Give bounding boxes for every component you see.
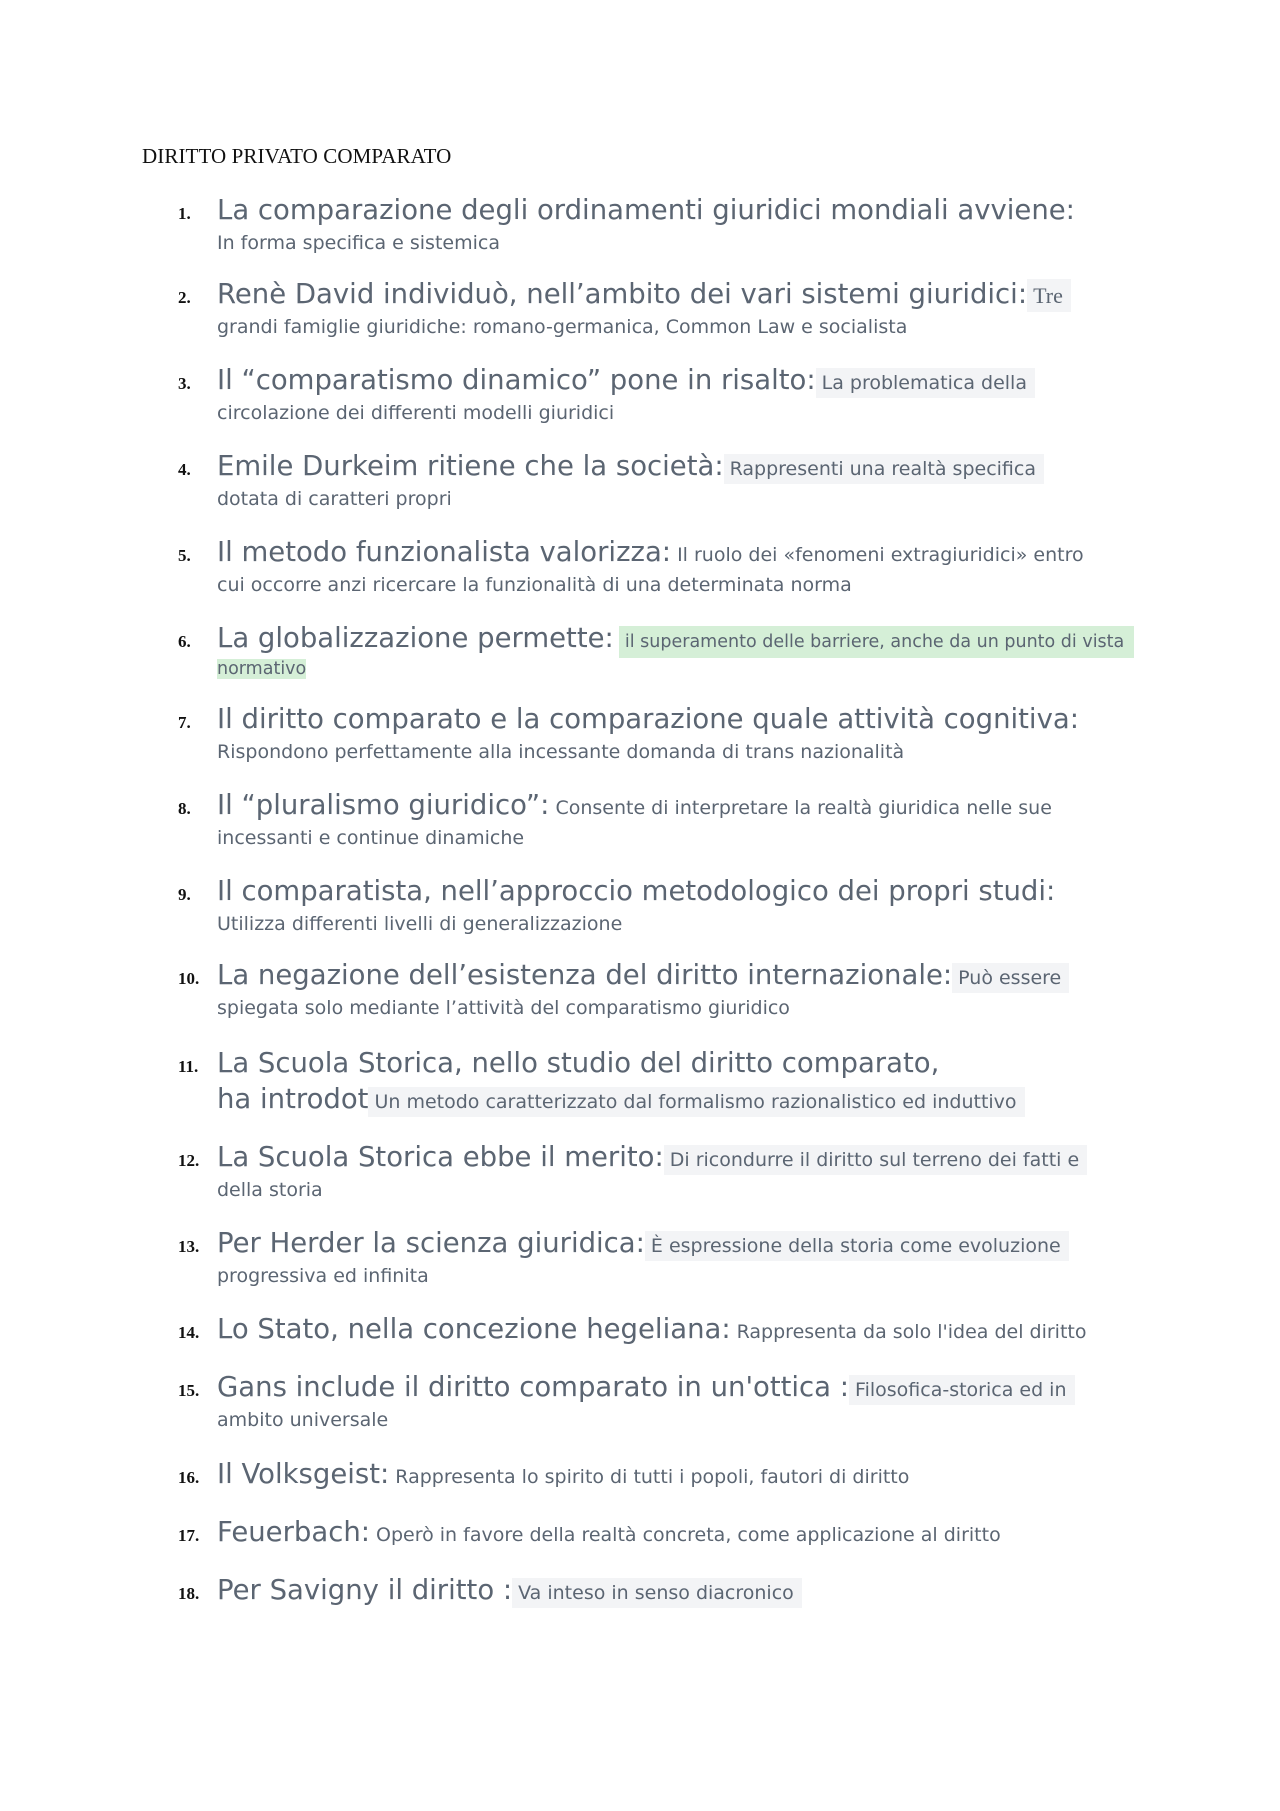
answer-text-continued: spiegata solo mediante l’attività del comparatismo giuridico xyxy=(217,997,790,1019)
answer-text: Rappresenta da solo l'idea del diritto xyxy=(736,1321,1087,1343)
answer-text: Rappresenti una realtà specifica xyxy=(724,454,1044,484)
answer-text-continued: incessanti e continue dinamiche xyxy=(217,827,525,849)
answer-text-continued: cui occorre anzi ricercare la funzionalità di una determinata norma xyxy=(217,574,852,596)
question-text: Il metodo funzionalista valorizza: xyxy=(217,536,672,568)
question-item xyxy=(142,787,1152,873)
question-text: La negazione dell’esistenza del diritto internazionale: xyxy=(217,959,953,991)
question-text: Gans include il diritto comparato in un'ottica : xyxy=(217,1371,850,1403)
answer-text: Va inteso in senso diacronico xyxy=(512,1578,802,1608)
answer-text: Utilizza differenti livelli di generalizzazione xyxy=(217,913,623,935)
answer-text-continued: ambito universale xyxy=(217,1409,389,1431)
question-item xyxy=(142,448,1152,534)
question-text: Renè David individuò, nell’ambito dei vari sistemi giuridici: xyxy=(217,278,1028,310)
highlighted-answer-text: il superamento delle barriere, anche da un punto di vista xyxy=(619,626,1134,658)
answer-text: Operò in favore della realtà concreta, come applicazione al diritto xyxy=(376,1524,1001,1546)
question-item xyxy=(142,957,1152,1045)
question-item xyxy=(142,1311,1152,1369)
question-number: 4. xyxy=(178,460,191,479)
question-number: 2. xyxy=(178,288,191,307)
question-number: 9. xyxy=(178,885,191,904)
question-number: 14. xyxy=(178,1323,200,1342)
answer-text-continued: circolazione dei differenti modelli giuridici xyxy=(217,402,615,424)
question-number: 1. xyxy=(178,204,191,223)
question-item xyxy=(142,701,1152,787)
question-text: Per Herder la scienza giuridica: xyxy=(217,1227,645,1259)
question-item xyxy=(142,192,1152,276)
question-text: La Scuola Storica ebbe il merito: xyxy=(217,1141,664,1173)
question-text: Il comparatista, nell’approccio metodologico dei propri studi: xyxy=(217,875,1056,907)
question-text: Il diritto comparato e la comparazione quale attività cognitiva: xyxy=(217,703,1079,735)
question-number: 3. xyxy=(178,374,191,393)
question-number: 11. xyxy=(178,1057,199,1076)
question-item xyxy=(142,1514,1152,1572)
question-item xyxy=(142,873,1152,957)
question-item xyxy=(142,534,1152,620)
question-number: 18. xyxy=(178,1584,200,1603)
question-item xyxy=(142,620,1152,701)
question-text: La globalizzazione permette: xyxy=(217,622,614,654)
question-number: 5. xyxy=(178,546,191,565)
question-text: Lo Stato, nella concezione hegeliana: xyxy=(217,1313,731,1345)
question-item xyxy=(142,1139,1152,1225)
answer-text: In forma specifica e sistemica xyxy=(217,232,500,254)
answer-text: Può essere xyxy=(952,963,1069,993)
question-number: 17. xyxy=(178,1526,200,1545)
question-number: 7. xyxy=(178,713,191,732)
answer-text-continued: grandi famiglie giuridiche: romano-germanica, Common Law e socialista xyxy=(217,316,908,338)
question-number: 12. xyxy=(178,1151,200,1170)
question-item xyxy=(142,362,1152,448)
question-number: 6. xyxy=(178,632,191,651)
answer-text: Tre xyxy=(1027,279,1071,312)
answer-text: È espressione della storia come evoluzione xyxy=(645,1231,1069,1261)
document-title: DIRITTO PRIVATO COMPARATO xyxy=(142,144,452,168)
question-number: 13. xyxy=(178,1237,200,1256)
answer-text-continued: progressiva ed infinita xyxy=(217,1265,429,1287)
question-text: Emile Durkeim ritiene che la società: xyxy=(217,450,724,482)
question-text: La Scuola Storica, nello studio del diritto comparato, xyxy=(217,1047,940,1079)
question-item xyxy=(142,1572,1152,1630)
highlighted-answer-text-continued: normativo xyxy=(217,659,307,679)
answer-text: Il ruolo dei «fenomeni extragiuridici» entro xyxy=(677,544,1084,566)
question-item xyxy=(142,1225,1152,1311)
question-text: La comparazione degli ordinamenti giuridici mondiali avviene: xyxy=(217,194,1075,226)
answer-text: Di ricondurre il diritto sul terreno dei fatti e xyxy=(664,1145,1087,1175)
answer-text: Consente di interpretare la realtà giuridica nelle sue xyxy=(555,797,1052,819)
question-number: 8. xyxy=(178,799,191,818)
question-text: Il Volksgeist: xyxy=(217,1458,390,1490)
question-text: Feuerbach: xyxy=(217,1516,371,1548)
question-text-continued: ha introdot xyxy=(217,1083,369,1115)
answer-text: Rappresenta lo spirito di tutti i popoli, fautori di diritto xyxy=(395,1466,910,1488)
question-text: Per Savigny il diritto : xyxy=(217,1574,513,1606)
question-number: 15. xyxy=(178,1381,200,1400)
answer-text-continued: dotata di caratteri propri xyxy=(217,488,452,510)
answer-text-continued: della storia xyxy=(217,1179,323,1201)
question-item xyxy=(142,1456,1152,1514)
question-text: Il “pluralismo giuridico”: xyxy=(217,789,550,821)
answer-text: Un metodo caratterizzato dal formalismo razionalistico ed induttivo xyxy=(368,1087,1024,1117)
question-number: 10. xyxy=(178,969,200,988)
answer-text: Rispondono perfettamente alla incessante domanda di trans nazionalità xyxy=(217,741,905,763)
question-item xyxy=(142,276,1152,362)
answer-text: Filosofica-storica ed in xyxy=(849,1375,1074,1405)
question-list xyxy=(142,192,1152,1630)
question-number: 16. xyxy=(178,1468,200,1487)
answer-text: La problematica della xyxy=(816,368,1035,398)
question-text: Il “comparatismo dinamico” pone in risalto: xyxy=(217,364,816,396)
question-item xyxy=(142,1045,1152,1139)
question-item xyxy=(142,1369,1152,1456)
